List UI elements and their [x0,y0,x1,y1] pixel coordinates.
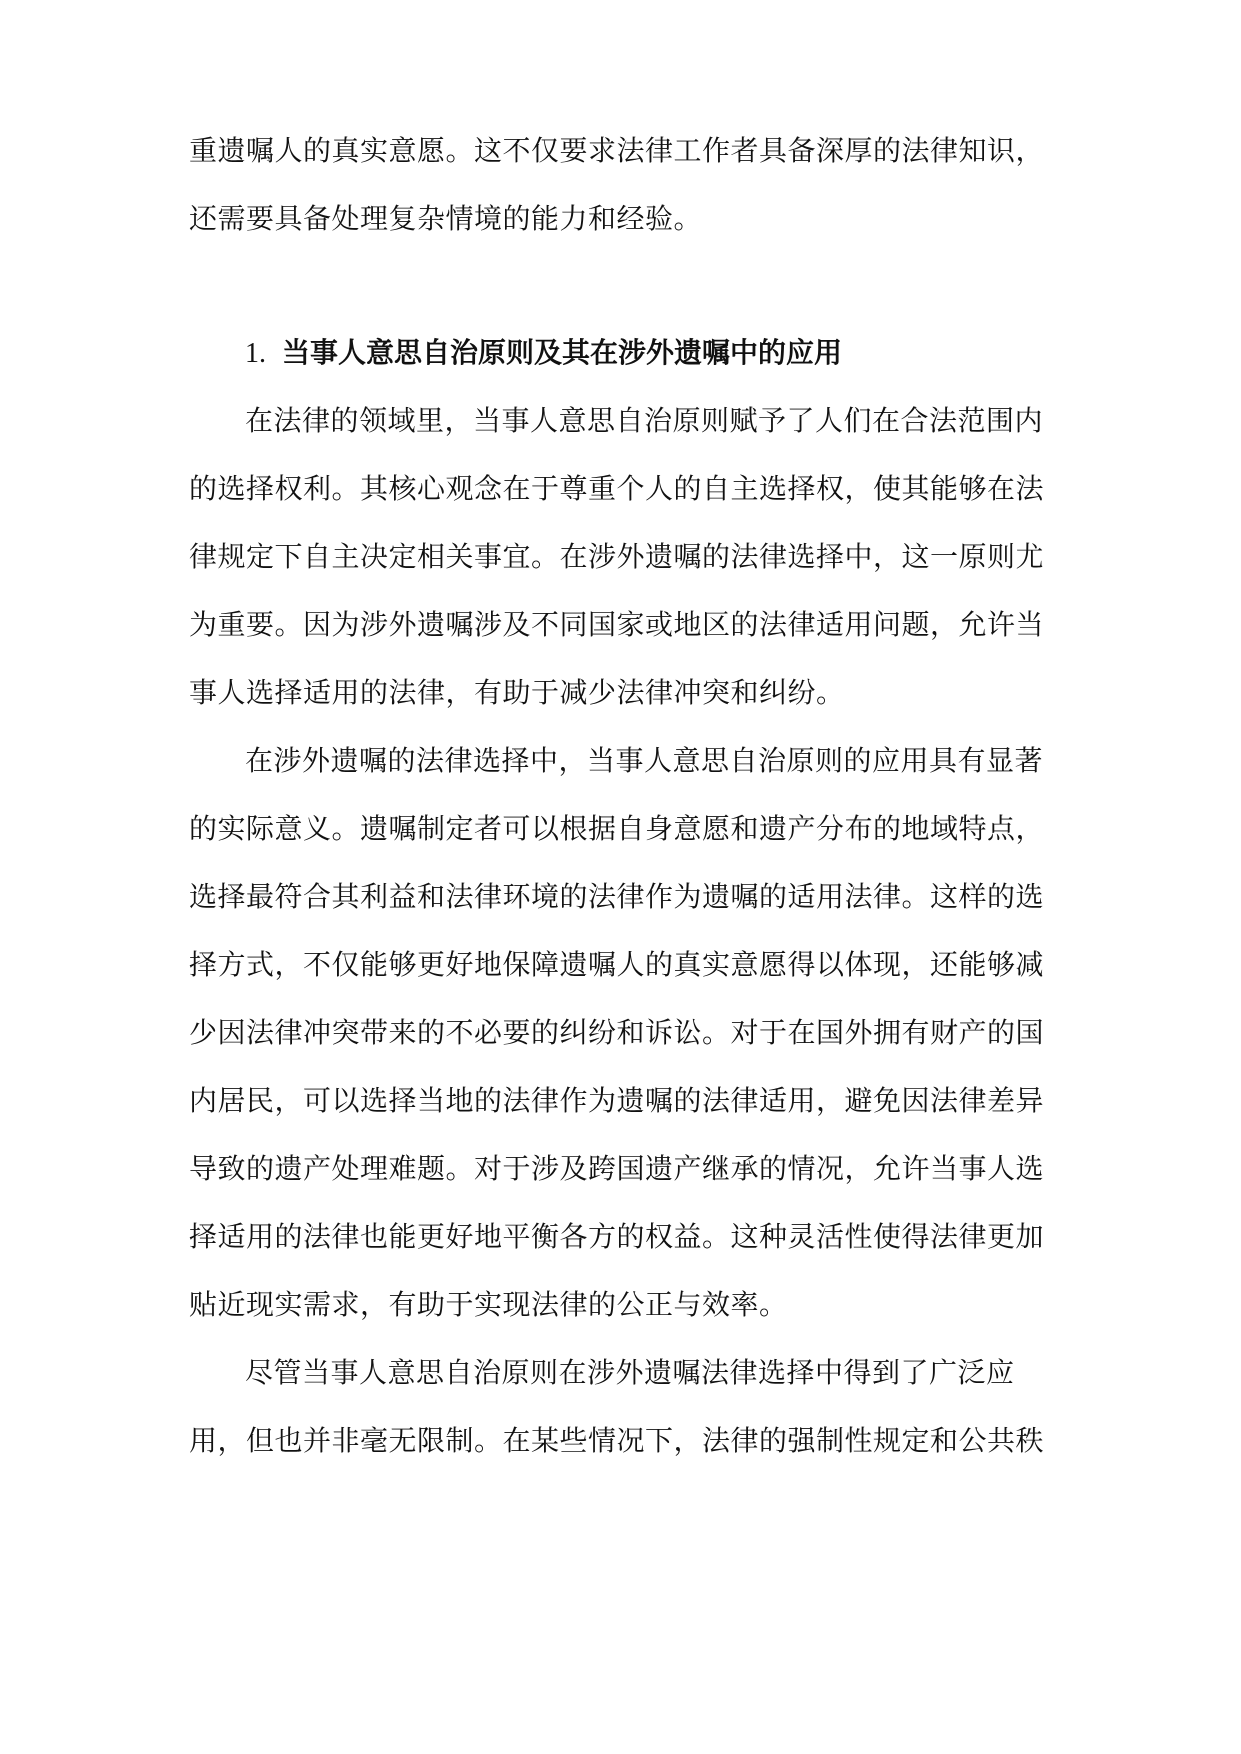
paragraph-line: 择适用的法律也能更好地平衡各方的权益。这种灵活性使得法律更加 [189,1220,1045,1253]
paragraph-line: 选择最符合其利益和法律环境的法律作为遗嘱的适用法律。这样的选 [189,880,1045,913]
paragraph-line: 用，但也并非毫无限制。在某些情况下，法律的强制性规定和公共秩 [189,1424,1045,1457]
paragraph-line: 导致的遗产处理难题。对于涉及跨国遗产继承的情况，允许当事人选 [189,1152,1045,1185]
paragraph-line: 律规定下自主决定相关事宜。在涉外遗嘱的法律选择中，这一原则尤 [189,540,1045,573]
paragraph-line: 在涉外遗嘱的法律选择中，当事人意思自治原则的应用具有显著 [245,744,1044,777]
paragraph-line: 事人选择适用的法律，有助于减少法律冲突和纠纷。 [189,676,845,709]
section-number: 1. [245,338,266,369]
paragraph-line: 为重要。因为涉外遗嘱涉及不同国家或地区的法律适用问题，允许当 [189,608,1045,641]
paragraph-line: 贴近现实需求，有助于实现法律的公正与效率。 [189,1288,788,1321]
section-heading [245,333,842,374]
paragraph-line: 尽管当事人意思自治原则在涉外遗嘱法律选择中得到了广泛应 [245,1356,1015,1389]
paragraph-line: 择方式，不仅能够更好地保障遗嘱人的真实意愿得以体现，还能够减 [189,948,1045,981]
paragraph-line: 还需要具备处理复杂情境的能力和经验。 [189,202,703,235]
paragraph-line: 在法律的领域里，当事人意思自治原则赋予了人们在合法范围内 [245,404,1044,437]
paragraph-line: 重遗嘱人的真实意愿。这不仅要求法律工作者具备深厚的法律知识， [189,134,1045,167]
section-title: 当事人意思自治原则及其在涉外遗嘱中的应用 [282,336,843,369]
paragraph-line: 的实际意义。遗嘱制定者可以根据自身意愿和遗产分布的地域特点， [189,812,1045,845]
paragraph-line: 的选择权利。其核心观念在于尊重个人的自主选择权，使其能够在法 [189,472,1045,505]
paragraph-line: 内居民，可以选择当地的法律作为遗嘱的法律适用，避免因法律差异 [189,1084,1045,1117]
paragraph-line: 少因法律冲突带来的不必要的纠纷和诉讼。对于在国外拥有财产的国 [189,1016,1045,1049]
